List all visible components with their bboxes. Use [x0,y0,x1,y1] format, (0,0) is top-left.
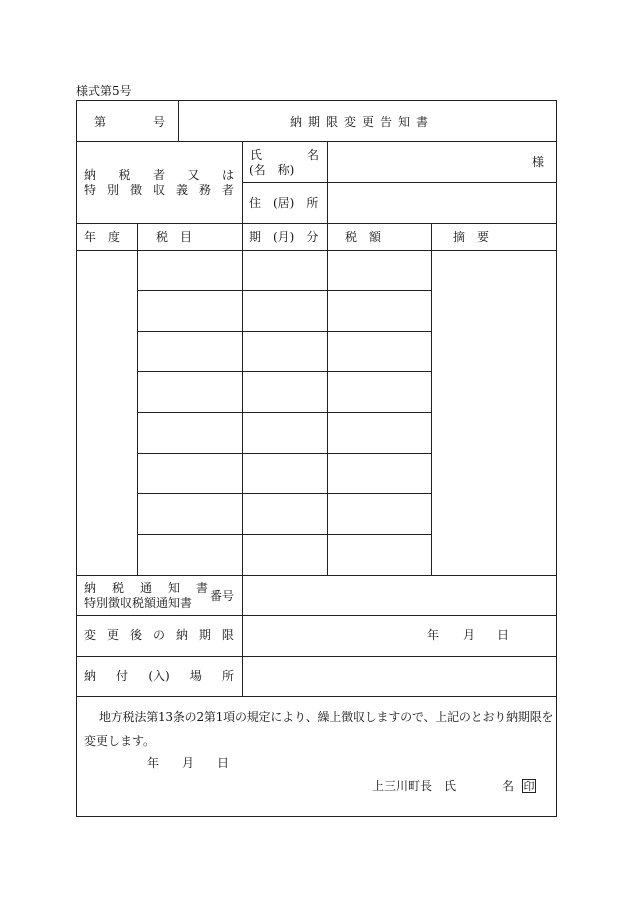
issuer-name: 名 [502,779,515,793]
header-amount: 税 額 [345,230,382,244]
row-divider [76,141,557,142]
header-period: 期 (月) 分 [249,230,319,244]
row-divider [76,575,557,576]
row-divider [137,534,431,535]
header-tax-item: 税 目 [156,230,193,244]
col-divider [431,223,432,575]
col-divider [327,223,328,575]
issuer-title: 上三川町長 氏 [372,779,457,793]
deadline-month: 月 [463,628,476,642]
address-label: 住 (居) 所 [249,196,319,210]
taxpayer-label-line2: 特 別 徴 収 義 務 者 [84,183,234,197]
header-year: 年 度 [84,230,121,244]
notice-label-line1: 納 税 通 知 書 [84,581,208,595]
col-divider [242,141,243,223]
row-divider [76,615,557,616]
notice-label-line2: 特別徴収税額通知書 [84,596,193,610]
row-divider [76,250,557,251]
row-divider [76,656,557,657]
issue-day: 日 [217,756,230,770]
statement-line2: 変更します。 [84,734,156,748]
payment-place-label: 納 付 (入) 場 所 [84,669,234,683]
issue-year: 年 [147,756,160,770]
name-label-1: 氏 [250,148,263,162]
deadline-year: 年 [427,628,440,642]
taxpayer-label-line1: 納 税 者 又 は [84,168,234,182]
name-label-line2: (名 称) [249,163,295,177]
col-divider [178,100,179,141]
col-divider [137,223,138,575]
form-title: 納期限変更告知書 [290,115,435,129]
row-divider [242,182,557,183]
notice-number-suffix: 番号 [210,589,235,603]
form-number-label: 様式第5号 [76,84,132,98]
issue-month: 月 [182,756,195,770]
header-remarks: 摘 要 [453,230,490,244]
deadline-day: 日 [497,628,510,642]
row-divider [137,331,431,332]
number-prefix: 第 [94,115,107,129]
row-divider [76,696,557,697]
honorific: 様 [532,155,545,169]
row-divider [137,493,431,494]
row-divider [137,371,431,372]
col-divider [327,141,328,223]
name-label-2: 名 [307,148,320,162]
row-divider [137,412,431,413]
row-divider [137,290,431,291]
row-divider [137,453,431,454]
changed-deadline-label: 変 更 後 の 納 期 限 [84,628,234,642]
number-suffix: 号 [153,115,166,129]
seal-mark: 印 [523,780,535,793]
col-divider [242,223,243,696]
row-divider [76,223,557,224]
statement-line1: 地方税法第13条の2第1項の規定により、繰上徴収しますので、上記のとおり納期限を [99,710,554,724]
